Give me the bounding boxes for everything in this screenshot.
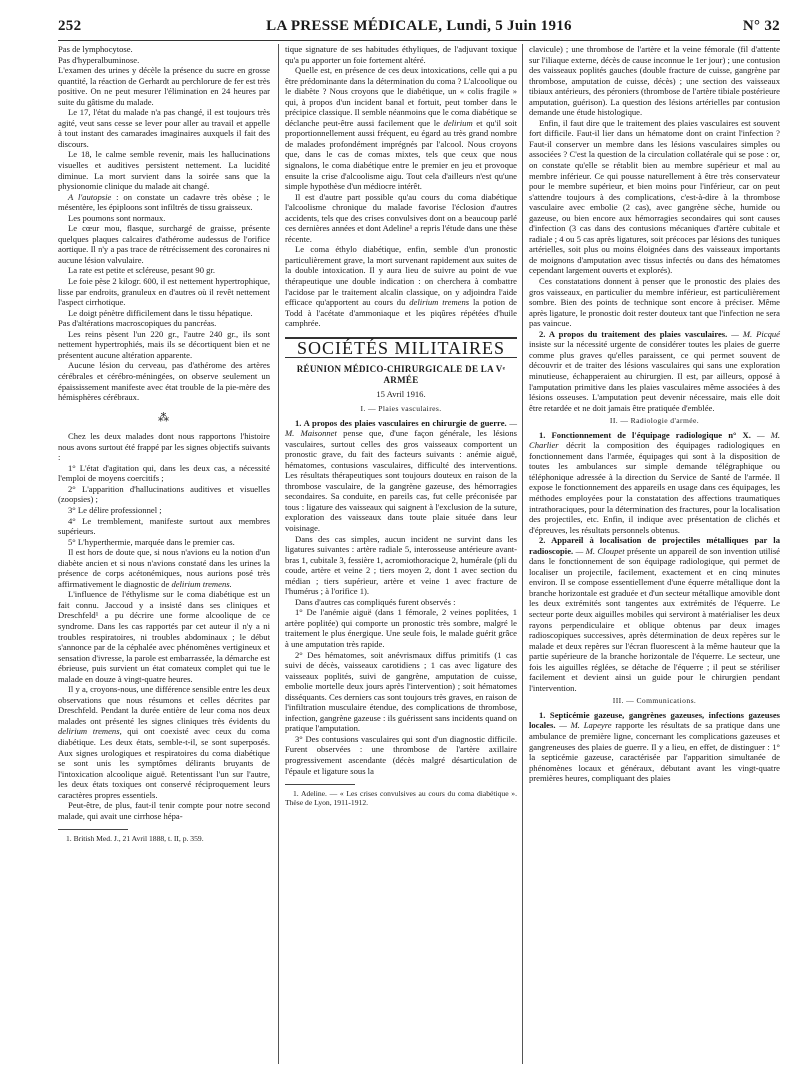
text: la potion de Todd à l'acétate d'ammoniaque et les piqûres répétées d'huile camphrée.: [285, 297, 517, 329]
paragraph: Les reins pèsent l'un 220 gr., l'autre 240 gr., ils sont nettement hypertrophiés, mais ils se décortiquent bien et ne présentent aucune altération apparente.: [58, 328, 270, 360]
paragraph: [58, 684, 270, 800]
column-left: [58, 44, 270, 843]
paragraph: [285, 418, 517, 534]
paragraph: Le cœur mou, flasque, surchargé de graisse, présente quelques plaques calcaires d'athérome audessus de l'orifice aortique. Il n'y a pas trace de rétrécissement des coronaires ni aucune lésion valvulaire.: [58, 223, 270, 265]
footnote: 1. Adeline. — « Les crises convulsives au cours du coma diabétique ». Thèse de Lyon, 1911-1912.: [285, 789, 517, 808]
emphasis: delirium tremens: [409, 297, 470, 308]
item-title: 2. Appareil à localisation de projectiles métalliques par la radioscopie.: [529, 535, 780, 556]
paragraph: Enfin, il faut dire que le traitement des plaies vasculaires est souvent fort difficile. Faut-il lier dans un hématome dont on craint l'infection ? Faut-il conserver un membre dans les lésions vasculaires simples ou associées ? C'est la question de la circulation collatérale qui se pose : or, on constate qu'elle se rétablit bien au membre supérieur et mal au membre inférieur. Ce qui pousse naturellement à être très conservateur pour le membre supérieur, et bien moins pour l'inférieur, car on peut s'attendre toujours à des complications, c'est-à-dire à la thrombose vasculaire avec embolie (2 cas), avec gangrène sèche, humide ou gazeuse, ou bien encore aux hémorragies secondaires qui sont causes d'infection (3 cas dans des contusions mécaniques d'artère cubitale et radiale ; 4 ou 5 cas après ligatures, soit précoces par lésions des tuniques artérielles, soit plus ou moins éloignées dans des vaisseaux importants de moignons d'amputation avec tissus infectés ou dans des hématomes cependant largement ouverts et explorés).: [529, 117, 780, 276]
paragraph: Le foie pèse 2 kilogr. 600, il est nettement hypertrophique, lisse par endroits, granuleux en d'autres où il revêt nettement l'aspect cirrhotique.: [58, 276, 270, 308]
emphasis: delirium tremens.: [171, 578, 232, 589]
text: Il est hors de doute que, si nous n'avions eu la notion d'un diabète ancien et si nous n'avions constaté dans les urines la présence de corps acétonémiques, nous aurions posé très affirmativement le diagnostic de: [58, 547, 270, 589]
text: décrit la composition des équipages radiologiques en fonctionnement dans l'armée, équipages qui sont à la disposition de toutes les ambulances sur simple demande télégraphique ou téléphonique adressée à la direction du Service de Santé de l'armée. Il expose le fonctionnement des appareils en usage dans ces équipages, les méthodes employées pour la constatation des affections traumatiques intrathoraciques, pour la détermination des fractures, pour la localisation des projectiles, etc. Enfin, il indique avec présentation de clichés et d'épreuves, les résultats personnels obtenus.: [529, 440, 780, 535]
list-item: 2° L'apparition d'hallucinations auditives et visuelles (zoopsies) ;: [58, 483, 270, 505]
issue-number: N° 32: [742, 18, 780, 34]
paragraph: [58, 547, 270, 589]
paragraph: Le 17, l'état du malade n'a pas changé, il est toujours très agité, veut sans cesse se lever pour aller au travail et appelle à tout instant des camarades imaginaires auxquels il fait des discours.: [58, 107, 270, 149]
author: — M. Cloupet: [573, 545, 625, 556]
paragraph: Les poumons sont normaux.: [68, 212, 166, 223]
paragraph: [285, 65, 517, 192]
journal-title: [58, 18, 780, 35]
paragraph: Aucune lésion du cerveau, pas d'athérome des artères cérébrales et cérébro-méningées, on observe seulement un épaississement manifeste avec état trouble de la pie-mère des hémisphères cérébraux.: [58, 360, 270, 403]
text: présente un appareil de son invention utilisé dans le fonctionnement de son équipage radiologique, qui permet de localiser un projectile, facilement, exactement et en cinq minutes environ. Il se compose essentiellement d'une équerre métallique dont la branche horizontale est graduée et d'un secteur métallique amovible dont les deux extrémités sont tangentes aux extrémités de l'équerre. Le secteur porte deux aiguilles mobiles qui serviront à matérialiser les deux rayons perpendiculaire et oblique obtenus par deux images radioscopiques successives, après détermination de deux repères sur le malade et deux repères sur l'écran fluorescent à la même hauteur que la partie supérieure de la branche horizontale de l'équerre. Le secteur, une fois les aiguilles réglées, se détache de l'équerre ; il peut se stériliser facilement et devient ainsi un guide pour le chirurgien pendant l'intervention.: [529, 545, 780, 693]
column-divider: [278, 44, 279, 1064]
paragraph: [285, 244, 517, 328]
item-title: 1. A propos des plaies vasculaires en chirurgie de guerre.: [295, 417, 507, 428]
emphasis: delirium tremens: [58, 726, 120, 737]
item-title: 1. Fonctionnement de l'équipage radiologique n° X.: [539, 429, 751, 440]
journal-name: LA PRESSE MÉDICALE,: [266, 18, 443, 34]
section-heading: SOCIÉTÉS MILITAIRES: [285, 337, 517, 359]
subsection-heading: II. — Radiologie d'armée.: [609, 416, 700, 426]
paragraph: [58, 192, 270, 213]
list-item: 5° L'hyperthermie, marquée dans le premier cas.: [68, 536, 235, 547]
section-separator: ⁂: [158, 411, 170, 424]
footnote: 1. British Med. J., 21 Avril 1888, t. II, p. 359.: [66, 834, 204, 844]
paragraph: Le doigt pénètre difficilement dans le tissu hépatique.: [68, 307, 253, 318]
footnote-rule: [58, 829, 128, 830]
text: , qui ont coexisté avec ceux du coma diabétique. Les deux états, semble-t-il, se sont superposés. Aux signes urologiques et respiratoires du coma diabétique se sont unis les symptômes délirants bruyants de l'intoxication alcoolique aiguë. Retentissant l'un sur l'autre, les deux états toxiques ont conservé réciproquement leurs caractères propres essentiels.: [58, 726, 270, 800]
paragraph: Dans d'autres cas compliqués furent observés :: [295, 596, 456, 607]
paragraph: 3° Des contusions vasculaires qui sont d'un diagnostic difficile. Furent observées : une thrombose de l'artère axillaire progressivement ascendante (décès malgré désarticulation de l'épaule et ligature sous la: [285, 733, 517, 776]
subsection-heading: I. — Plaies vasculaires.: [360, 403, 442, 413]
text: Il y a, croyons-nous, une différence sensible entre les deux observations que nous résumons et celles décrites par Dreschfeld. Pendant la durée entière de leur coma nos deux malades ont présenté les signes cliniques très évidents du: [58, 684, 270, 726]
page-number: 252: [58, 18, 82, 34]
paragraph: Pas d'altérations macroscopiques du pancréas.: [58, 318, 217, 329]
paragraph: clavicule) ; une thrombose de l'artère et la veine fémorale (fil d'attente sur l'iliaque externe, décès de cause inconnue le 1er jour) ; une contusion des vaisseaux poplités gauches (double fracture de cuisse, gangrène par thrombose, amputation de cuisse, décès) ; une section des vaisseaux tibiaux antérieurs, des péroniers (thrombose de l'artère tibiale postérieure amputation, guérison). La question des lésions artérielles par contusion demande une étude histologique.: [529, 44, 780, 118]
paragraph: [529, 710, 780, 784]
paragraph: L'influence de l'éthylisme sur le coma diabétique est un fait connu. Jaccoud y a insisté dans ses cliniques et Dreschfeld¹ a pu décrire une forme alcoolique de ce syndrome. Dans les cas rapportés par cet auteur il n'y a ni troubles respiratoires, ni troubles abdominaux ; le début s'annonce par de la céphalée avec phénomènes vertigineux et sensation d'ivresse, la parole est embarrassée, la démarche est ébrieuse, puis survient un état comateux complet qui tue le malade en douze à vingt-quatre heures.: [58, 589, 271, 684]
meeting-date: 15 Avril 1916.: [376, 389, 426, 400]
text: insiste sur la nécessité urgente de considérer toutes les plaies de guerre comme plus graves qu'elles paraissent, ce qui permet souvent de découvrir et de traiter des lésions vasculaires qui sans une exploration minutieuse, échapperaient au chirurgien. Il est, par ailleurs, opposé à l'amputation primitive dans les plaies vasculaires même associées à des lésions osseuses. L'amputation peut devenir nécessaire, mais elle doit être retardée et ne doit jamais être pratiquée d'emblée.: [529, 339, 780, 413]
column-right: [529, 44, 780, 784]
paragraph: Il est d'autre part possible qu'au cours du coma diabétique l'alcoolisme chronique du malade favorise l'éclosion d'autres accidents, tels que des crises convulsives dont on a beaucoup parlé ces dernières années et dont Adeline¹ a repris l'étude dans une thèse récente.: [285, 191, 518, 244]
text: : on constate un cadavre très obèse ; le mésentère, les épiploons sont infiltrés de tissu graisseux.: [58, 191, 270, 213]
paragraph: tique signature de ses habitudes éthyliques, de l'adjuvant toxique qu'a pu apporter un foie fortement altéré.: [285, 44, 517, 65]
header-rule: [58, 40, 780, 41]
item-title: 1. Septicémie gazeuse, gangrènes gazeuses, infections gazeuses locales.: [529, 709, 780, 731]
meeting-title: RÉUNION MÉDICO-CHIRURGICALE DE LA Vᵉ ARMÉE: [296, 364, 506, 385]
text: rapporte les résultats de sa pratique dans une ambulance de première ligne, concernant les complications gazeuses et gangreneuses des plaies de guerre. Il y a lieu, en effet, de distinguer : 1° la septicémie gazeuse, caractérisée par l'apparition simultanée de phénomènes locaux et généraux, débutant avant les vingt-quatre premières heures, compliquant des plaies: [529, 720, 780, 784]
author: — M. Lapeyre: [555, 720, 612, 731]
paragraph: 1° De l'anémie aiguë (dans 1 fémorale, 2 veines poplitées, 1 artère poplitée) qui comporte un pronostic très sombre, malgré le traitement le plus énergique. Une seule fois, le malade guérit grâce à une amputation très rapide.: [285, 607, 517, 649]
paragraph: [529, 430, 780, 535]
list-item: 1° L'état d'agitation qui, dans les deux cas, a nécessité l'emploi de moyens coercitifs ;: [58, 462, 270, 484]
item-title: 2. A propos du traitement des plaies vasculaires.: [539, 328, 728, 339]
paragraph: L'examen des urines y décèle la présence du sucre en grosse quantité, la réaction de Gerhardt au perchlorure de fer est très positive. On ne peut mesurer l'élimination en 24 heures par suite du gâtisme du malade.: [58, 65, 270, 107]
author: — M. Charlier: [529, 429, 781, 451]
footnote-rule: [285, 784, 355, 785]
list-item: 4° Le tremblement, manifeste surtout aux membres supérieurs.: [58, 515, 270, 537]
paragraph: Peut-être, de plus, faut-il tenir compte pour notre second malade, qui avait une cirrhose hépa-: [58, 800, 270, 821]
paragraph: La rate est petite et scléreuse, pesant 90 gr.: [68, 265, 215, 276]
author: — M. Maisonnet: [285, 417, 518, 439]
paragraph: Le 18, le calme semble revenir, mais les hallucinations visuelles et auditives persistent nettement. La lucidité diminue. La mort survient dans la soirée sans que la physionomie clinique du malade ait changé.: [58, 149, 270, 192]
paragraph: Dans des cas simples, aucun incident ne survint dans les ligatures suivantes : artère radiale 5, interosseuse antérieure avant-bras 1, cubitale 3, fessière 1, acromiothoracique 2, humérale (pli du coude, artère et veine 2 ; tiers moyen 2, dont 1 avec section du médian ; tiers supérieur, artère et veine 1 avec fracture de l'humérus ; à l'orifice 1).: [285, 533, 517, 597]
emphasis: delirium: [443, 117, 473, 128]
author: — M. Picqué: [727, 328, 780, 339]
page-header: [58, 18, 780, 38]
text: Le coma éthylo diabétique, enfin, semble d'un pronostic particulièrement grave, la mort survenant rapidement aux suites de la double intoxication. Il y aura lieu de suivre au point de vue thérapeutique une double indication : on cherchera à combattre l'acidose par le traitement alcalin classique, on y adjoindra l'aide efficace qu'apportent au cours du: [285, 244, 517, 308]
paragraph: [529, 535, 780, 693]
list-item: 3° Le délire professionnel ;: [68, 504, 162, 515]
issue-date: Lundi, 5 Juin 1916: [446, 18, 572, 34]
text: pense que, d'une façon générale, les lésions vasculaires, surtout celles des gros vaisseaux comportent un pronostic grave, du fait des facteurs suivants : anémie aiguë, hématomes, contusions vasculaires, difficulté des interventions. Les résultats thérapeutiques sont toujours douteux en raison de la thrombose vasculaire, de la gangrène gazeuse, des hémorragies secondaires. Sa conduite, en pareils cas, fut celle préconisée par tous : ligature des vaisseaux qui saignent à l'exclusion de la suture, exploration des vaisseaux dans toute plaie située dans leur voisinage.: [285, 428, 517, 533]
paragraph: Pas de lymphocytose.: [58, 44, 133, 54]
paragraph: 2° Des hématomes, soit anévrismaux diffus primitifs (1 cas suivi de décès, vaisseaux carotidiens ; 1 cas avec ligature des vaisseaux poplités, suivi de gangrène, amputation de cuisse, embolie mortelle deux jours après l'intervention) ; soit hématomes disséquants. Ces derniers cas sont toujours très graves, en raison de l'infiltration musculaire étendue, des complications de thrombose, infection, gangrène gazeuse : ils guérissent sans incidents quand on pratique l'amputation.: [285, 649, 517, 734]
text: Quelle est, en présence de ces deux intoxications, celle qui a pu être prédominante dans la détermination du coma ? L'alcoolique ou le diabète ? Nous croyons que le diabétique, un « colis fragile » qui, à propos d'un incident banal et fortuit, peut tomber dans le précipice classique. Il semble néanmoins que le coma diabétique se déclanche peut-être aussi facilement que le: [285, 65, 517, 128]
paragraph: Ces constatations donnent à penser que le pronostic des plaies des gros vaisseaux, en particulier du membre inférieur, est particulièrement sombre. Bien des points de technique sont encore à préciser. Même après ligature, le pronostic doit rester douteux tant que l'infection ne sera pas vaincue.: [529, 276, 780, 329]
paragraph: Pas d'hyperalbuminose.: [58, 54, 140, 65]
column-divider: [522, 44, 523, 1064]
text: et qu'il soit proportionnellement aussi fréquent, eu égard au très grand nombre de malades profondément imprégnés par l'alcool. Nous croyons que, dans le cas de comas mixtes, tels que ceux que nous signalons, le coma diabétique entre le premier en jeu et provoque ensuite la crise d'alcoolisme aigu. Tout cela d'ailleurs n'est qu'une simple hypothèse d'un médiocre intérêt.: [285, 117, 518, 192]
paragraph: Chez les deux malades dont nous rapportons l'histoire nous avons surtout été frappé par les signes objectifs suivants :: [58, 431, 270, 463]
column-middle: [285, 44, 517, 807]
emphasis: A l'autopsie: [68, 191, 112, 202]
subsection-heading: III. — Communications.: [612, 696, 697, 706]
paragraph: [529, 329, 780, 413]
